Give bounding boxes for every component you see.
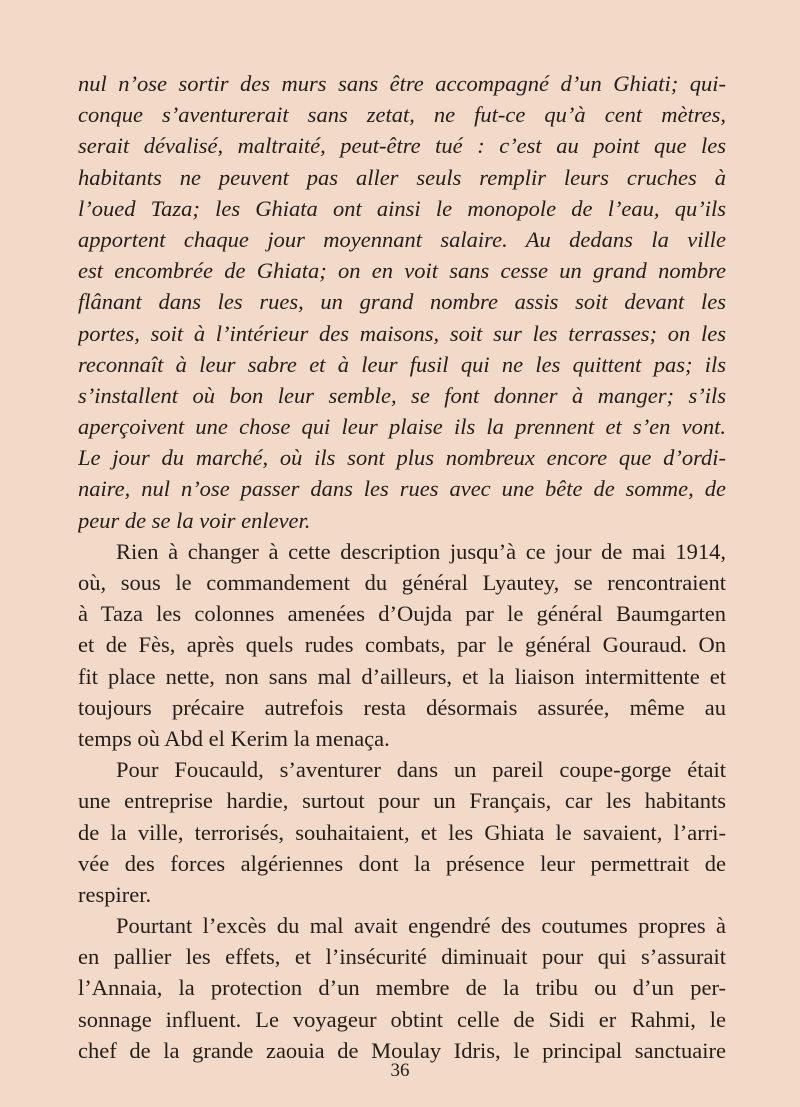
- paragraph-line: vée des forces algériennes dont la présence leur permettrait de: [78, 850, 726, 876]
- quote-line: nul n’ose sortir des murs sans être accompagné d’un Ghiati; qui-: [78, 71, 726, 96]
- paragraph-line: fit place nette, non sans mal d’ailleurs, et la liaison intermittente et: [78, 663, 726, 689]
- paragraph-line: et de Fès, après quels rudes combats, par le général Gouraud. On: [78, 632, 726, 658]
- quote-line: flânant dans les rues, un grand nombre assis soit devant les: [78, 289, 726, 315]
- paragraph-line: une entreprise hardie, surtout pour un Français, car les habitants: [78, 788, 726, 814]
- paragraph-line: Pour Foucauld, s’aventurer dans un pareil coupe-gorge était: [116, 757, 726, 783]
- paragraph-line: où, sous le commandement du général Lyautey, se rencontraient: [78, 570, 726, 595]
- quote-line: habitants ne peuvent pas aller seuls remplir leurs cruches à: [78, 164, 726, 190]
- quote-line: l’oued Taza; les Ghiata ont ainsi le monopole de l’eau, qu’ils: [78, 195, 726, 221]
- paragraph-line: temps où Abd el Kerim la menaça.: [78, 725, 390, 751]
- quote-line: aperçoivent une chose qui leur plaise ils la prennent et s’en vont.: [78, 414, 726, 440]
- paragraph-line: sonnage influent. Le voyageur obtint celle de Sidi er Rahmi, le: [78, 1006, 726, 1032]
- quote-line: peur de se la voir enlever.: [78, 507, 311, 533]
- paragraph-3: [78, 910, 726, 1066]
- quote-line: est encombrée de Ghiata; on en voit sans cesse un grand nombre: [78, 258, 726, 284]
- paragraph-2: [78, 754, 726, 910]
- quote-line: serait dévalisé, maltraité, peut-être tué : c’est au point que les: [78, 133, 726, 159]
- paragraph-line: chef de la grande zaouia de Moulay Idris, le principal sanctuaire: [78, 1037, 726, 1063]
- paragraph-line: respirer.: [78, 881, 152, 907]
- quoted-passage: [78, 68, 726, 536]
- quote-line: apportent chaque jour moyennant salaire. Au dedans la ville: [78, 226, 726, 252]
- paragraph-line: toujours précaire autrefois resta désormais assurée, même au: [78, 694, 726, 720]
- paragraph-line: l’Annaia, la protection d’un membre de la tribu ou d’un per-: [78, 975, 726, 1001]
- quote-line: portes, soit à l’intérieur des maisons, soit sur les terrasses; on les: [78, 320, 726, 346]
- quote-line: naire, nul n’ose passer dans les rues avec une bête de somme, de: [78, 476, 726, 502]
- quote-line: conque s’aventurerait sans zetat, ne fut-ce qu’à cent mètres,: [78, 102, 726, 128]
- paragraph-line: à Taza les colonnes amenées d’Oujda par le général Baumgarten: [78, 601, 726, 627]
- quote-line: Le jour du marché, où ils sont plus nombreux encore que d’ordi-: [78, 445, 726, 471]
- paragraph-line: Rien à changer à cette description jusqu’à ce jour de mai 1914,: [116, 538, 726, 564]
- paragraph-line: de la ville, terrorisés, souhaitaient, et les Ghiata le savaient, l’arri-: [78, 819, 726, 845]
- paragraph-line: Pourtant l’excès du mal avait engendré des coutumes propres à: [116, 913, 726, 939]
- quote-line: s’installent où bon leur semble, se font donner à manger; s’ils: [78, 382, 726, 408]
- body-text: [78, 68, 726, 1066]
- quote-line: reconnaît à leur sabre et à leur fusil qui ne les quittent pas; ils: [78, 351, 726, 377]
- page-number: 36: [390, 1060, 410, 1081]
- paragraph-line: en pallier les effets, et l’insécurité diminuait pour qui s’assurait: [78, 944, 726, 970]
- paragraph-1: [78, 536, 726, 754]
